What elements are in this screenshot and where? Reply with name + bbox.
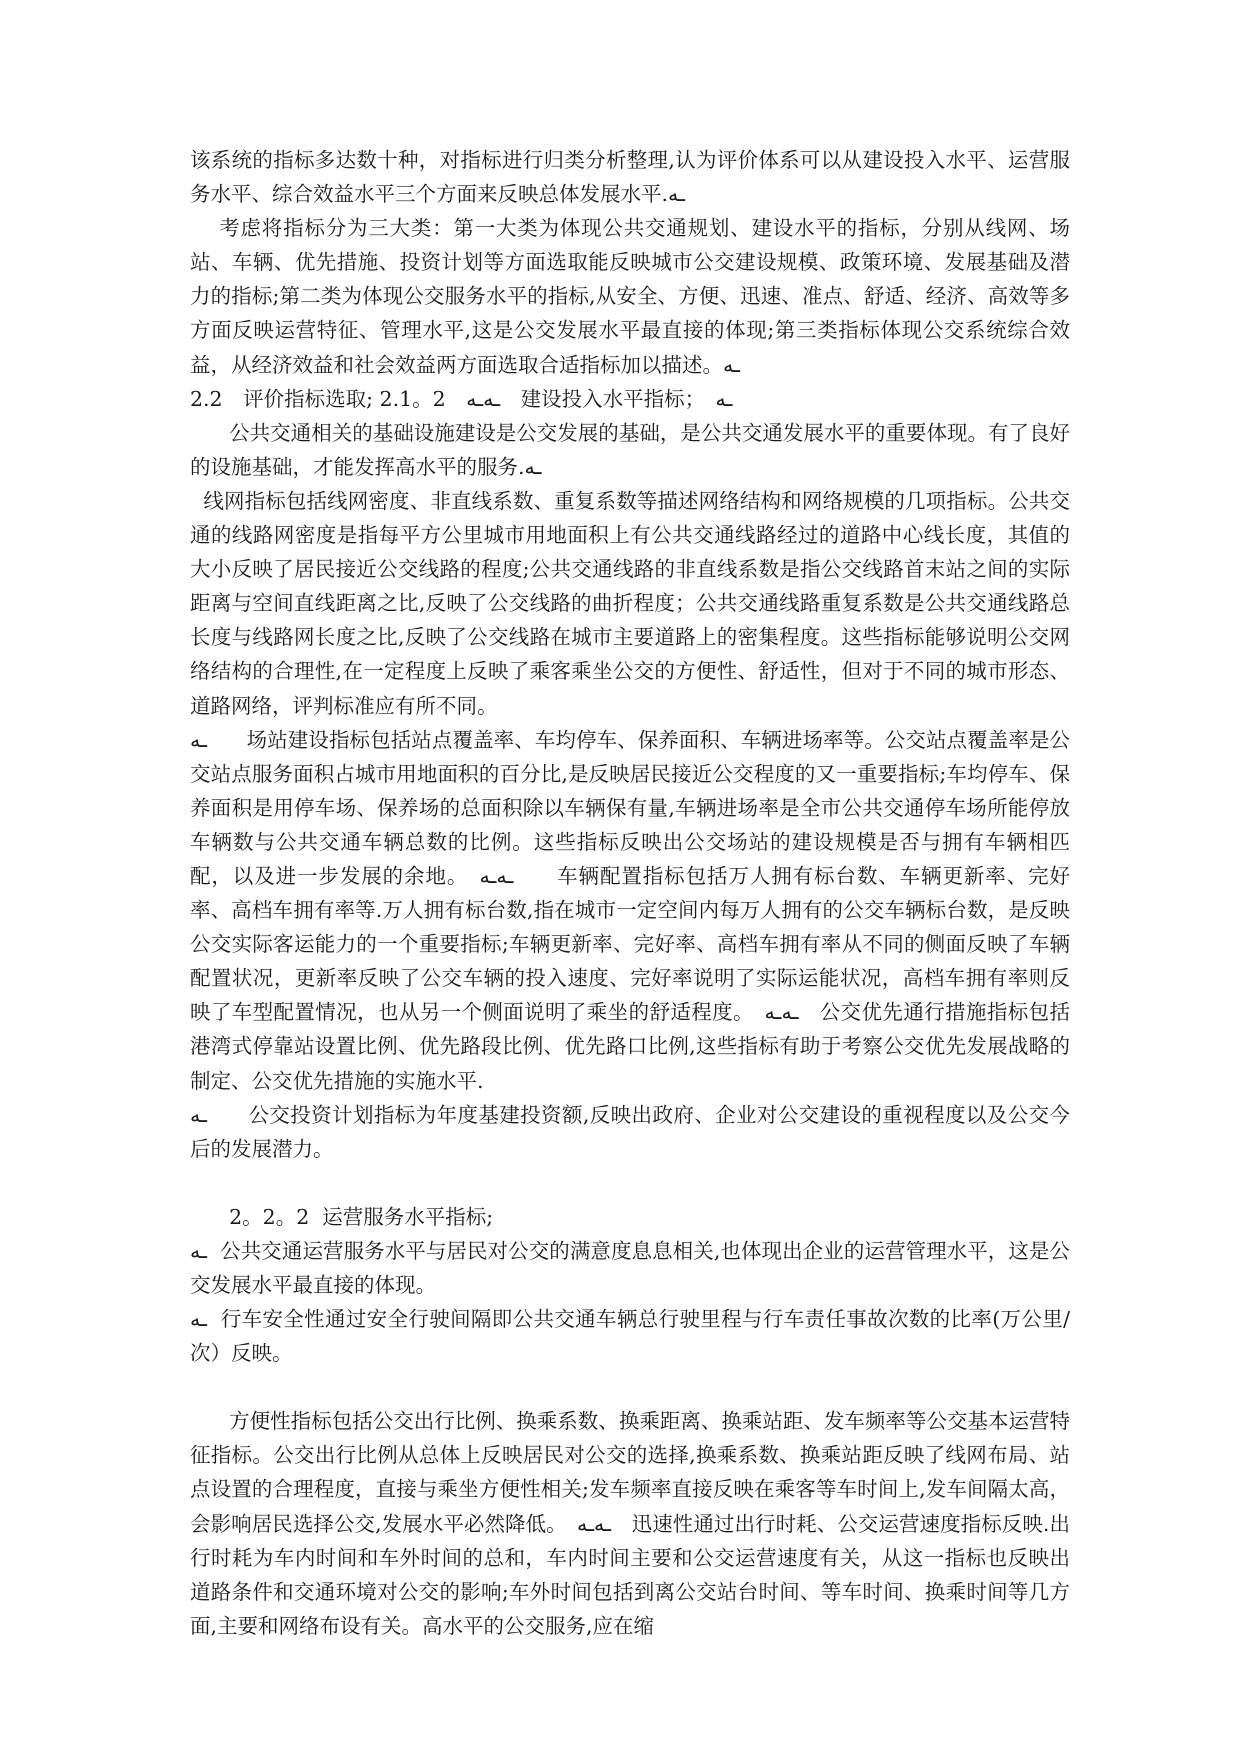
paragraph-convenience-speed: 方便性指标包括公交出行比例、换乘系数、换乘距离、换乘站距、发车频率等公交基本运营特征指标。公交出行比例从总体上反映居民对公交的选择,换乘系数、换乘站距反映了线网布局、站点设置的合理程度，直接与乘坐方便性相关;发车频率直接反映在乘客等车时间上,发车间隔太高，会影响居民选择公交,发展水平必然降低。 ـﻪـﻪ 迅速性通过出行时耗、公交运营速度指标反映.出行时耗为车内时间和车外时间的总和，车内时间主要和公交运营速度有关，从这一指标也反映出道路条件和交通环境对公交的影响;车外时间包括到离公交站台时间、等车时间、换乘时间等几方面,主要和网络布设有关。高水平的公交服务,应在缩	[190, 1409, 1071, 1638]
blank-line	[190, 1370, 1070, 1404]
document-body	[190, 143, 1070, 1643]
paragraph-station-vehicle-indicators: ـﻪ 场站建设指标包括站点覆盖率、车均停车、保养面积、车辆进场率等。公交站点覆盖率是公交站点服务面积占城市用地面积的百分比,是反映居民接近公交程度的又一重要指标;车均停车、保养面积是用停车场、保养场的总面积除以车辆保有量,车辆进场率是全市公共交通停车场所能停放车辆数与公共交通车辆总数的比例。这些指标反映出公交场站的建设规模是否与拥有车辆相匹配，以及进一步发展的余地。 ـﻪـﻪ 车辆配置指标包括万人拥有标台数、车辆更新率、完好率、高档车拥有率等.万人拥有标台数,指在城市一定空间内每万人拥有的公交车辆标台数，是反映公交实际客运能力的一个重要指标;车辆更新率、完好率、高档车拥有率从不同的侧面反映了车辆配置状况，更新率反映了公交车辆的投入速度、完好率说明了实际运能状况，高档车拥有率则反映了车型配置情况，也从另一个侧面说明了乘坐的舒适程度。 ـﻪـﻪ 公交优先通行措施指标包括港湾式停靠站设置比例、优先路段比例、优先路口比例,这些指标有助于考察公交优先发展战略的制定、公交优先措施的实施水平.	[190, 727, 1071, 1093]
paragraph-safety: ـﻪ 行车安全性通过安全行驶间隔即公共交通车辆总行驶里程与行车责任事故次数的比率(万公里/次）反映。	[190, 1307, 1070, 1366]
section-heading-2-2-2: 2。2。2 运营服务水平指标;	[190, 1204, 494, 1229]
paragraph-network-indicators: 线网指标包括线网密度、非直线系数、重复系数等描述网络结构和网络规模的几项指标。公共交通的线路网密度是指每平方公里城市用地面积上有公共交通线路经过的道路中心线长度，其值的大小反映了居民接近公交线路的程度;公共交通线路的非直线系数是指公交线路首末站之间的实际距离与空间直线距离之比,反映了公交线路的曲折程度；公共交通线路重复系数是公共交通线路总长度与线路网长度之比,反映了公交线路在城市主要道路上的密集程度。这些指标能够说明公交网络结构的合理性,在一定程度上反映了乘客乘坐公交的方便性、舒适性，但对于不同的城市形态、道路网络，评判标准应有所不同。	[190, 488, 1070, 718]
paragraph-indicator-categories: 考虑将指标分为三大类：第一大类为体现公共交通规划、建设水平的指标，分别从线网、场站、车辆、优先措施、投资计划等方面选取能反映城市公交建设规模、政策环境、发展基础及潜力的指标;第二类为体现公交服务水平的指标,从安全、方便、迅速、准点、舒适、经济、高效等多方面反映运营特征、管理水平,这是公交发展水平最直接的体现;第三类指标体现公交系统综合效益，从经济效益和社会效益两方面选取合适指标加以描述。ـﻪ	[190, 216, 1070, 377]
blank-line	[190, 1166, 1070, 1200]
paragraph-infrastructure: 公共交通相关的基础设施建设是公交发展的基础，是公共交通发展水平的重要体现。有了良好的设施基础，才能发挥高水平的服务.ـﻪ	[190, 420, 1070, 479]
paragraph-investment-indicators: ـﻪ 公交投资计划指标为年度基建投资额,反映出政府、企业对公交建设的重视程度以及公交今后的发展潜力。	[190, 1102, 1070, 1161]
paragraph-system-overview: 该系统的指标多达数十种，对指标进行归类分析整理,认为评价体系可以从建设投入水平、运营服务水平、综合效益水平三个方面来反映总体发展水平.ـﻪ	[190, 148, 1070, 207]
paragraph-service-level: ـﻪ 公共交通运营服务水平与居民对公交的满意度息息相关,也体现出企业的运营管理水平，这是公交发展水平最直接的体现。	[190, 1238, 1070, 1297]
section-heading-2-2: 2.2 评价指标选取; 2.1。2 ـﻪـﻪ 建设投入水平指标； ـﻪ	[190, 386, 733, 411]
